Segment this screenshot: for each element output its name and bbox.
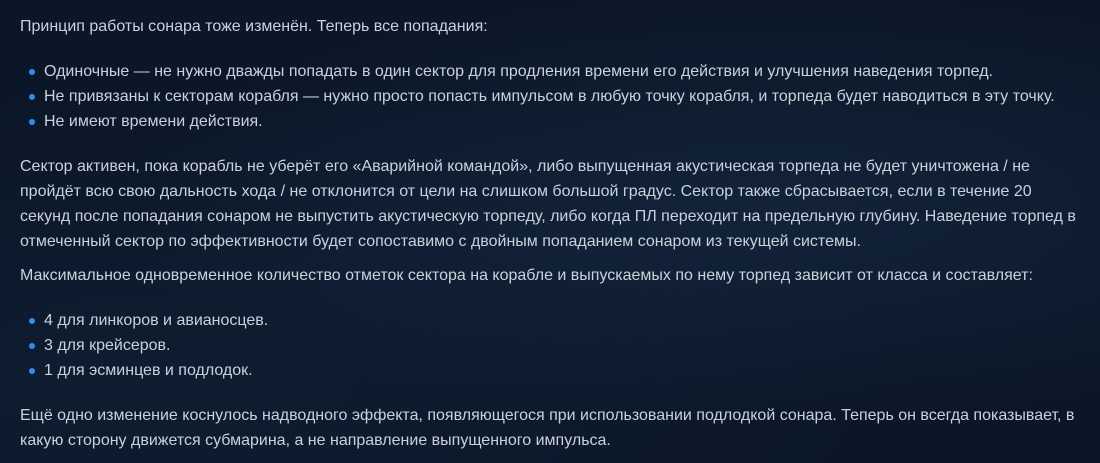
bullet-icon (29, 69, 35, 75)
class-list (20, 308, 1080, 383)
sector-paragraph: Сектор активен, пока корабль не уберёт его «Аварийной командой», либо выпущенная акустическая торпеда не будет уничтожена / не пройдёт всю свою дальность хода / не отклонится от цели на слишком большой градус. Сектор также сбрасывается, если в течение 20 секунд после попадания сонаром не выпустить акустическую торпеду, либо когда ПЛ переходит на предельную глубину. Наведение торпед в отмеченный сектор по эффективности будет сопоставимо с двойным попаданием сонаром из текущей системы. (20, 158, 1076, 250)
bullet-icon (29, 119, 35, 125)
max-paragraph: Максимальное одновременное количество отметок сектора на корабле и выпускаемых по нему торпед зависит от класса и составляет: (20, 267, 1033, 284)
list-item (20, 308, 1080, 333)
bullet-icon (29, 94, 35, 100)
list-item (20, 333, 1080, 358)
intro-paragraph: Принцип работы сонара тоже изменён. Теперь все попадания: (20, 18, 488, 35)
list-item-text: 3 для крейсеров. (44, 337, 171, 354)
list-item-text: Не привязаны к секторам корабля — нужно просто попасть импульсом в любую точку корабля, и торпеда будет наводиться в эту точку. (44, 88, 1055, 105)
bullet-icon (29, 343, 35, 349)
list-item (20, 358, 1080, 383)
final-paragraph: Ещё одно изменение коснулось надводного эффекта, появляющегося при использовании подлодкой сонара. Теперь он всегда показывает, в какую сторону движется субмарина, а не направление выпущенного импульса. (20, 407, 1075, 449)
list-item (20, 59, 1080, 84)
bullet-icon (29, 368, 35, 374)
list-item-text: 1 для эсминцев и подлодок. (44, 362, 253, 379)
hits-list (20, 59, 1080, 134)
list-item-text: Не имеют времени действия. (44, 113, 263, 130)
list-item (20, 84, 1080, 109)
bullet-icon (29, 318, 35, 324)
list-item-text: 4 для линкоров и авианосцев. (44, 312, 269, 329)
list-item-text: Одиночные — не нужно дважды попадать в один сектор для продления времени его действия и улучшения наведения торпед. (44, 63, 993, 80)
list-item (20, 109, 1080, 134)
